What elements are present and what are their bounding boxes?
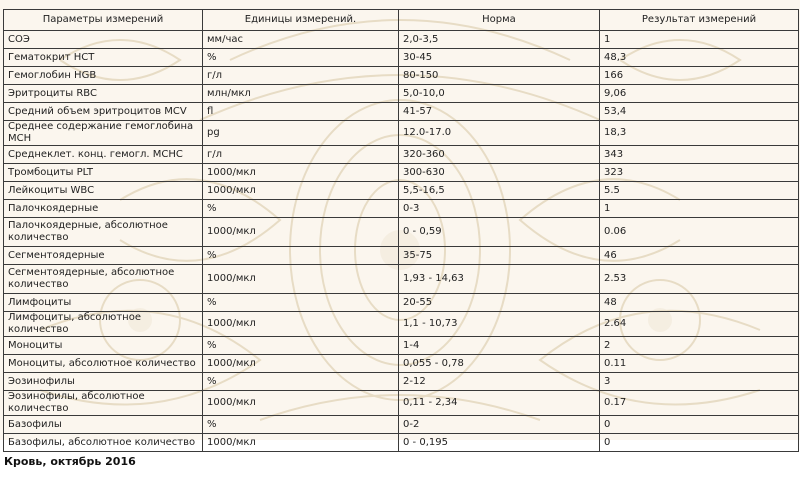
row-unit: pg: [203, 121, 399, 146]
row-parameter: Лимфоциты: [4, 294, 203, 312]
table-row: [4, 103, 799, 121]
row-parameter: Моноциты: [4, 337, 203, 355]
table-row: [4, 247, 799, 265]
row-result: 2.53: [600, 265, 799, 294]
row-unit: %: [203, 373, 399, 391]
row-unit: 1000/мкл: [203, 182, 399, 200]
row-norm: 1,1 - 10,73: [399, 312, 600, 337]
row-result: 0: [600, 416, 799, 434]
table-row: [4, 391, 799, 416]
row-unit: 1000/мкл: [203, 312, 399, 337]
row-result: 0.11: [600, 355, 799, 373]
row-parameter: Гематокрит HCT: [4, 49, 203, 67]
table-row: [4, 164, 799, 182]
row-unit: 1000/мкл: [203, 355, 399, 373]
row-unit: 1000/мкл: [203, 265, 399, 294]
row-norm: 0,055 - 0,78: [399, 355, 600, 373]
row-norm: 30-45: [399, 49, 600, 67]
row-parameter: Базофилы: [4, 416, 203, 434]
row-parameter: Лейкоциты WBC: [4, 182, 203, 200]
table-row: [4, 416, 799, 434]
row-parameter: Эритроциты RBC: [4, 85, 203, 103]
row-result: 0: [600, 434, 799, 452]
row-unit: 1000/мкл: [203, 164, 399, 182]
row-norm: 0,11 - 2,34: [399, 391, 600, 416]
row-result: 0.17: [600, 391, 799, 416]
table-row: [4, 31, 799, 49]
row-parameter: Базофилы, абсолютное количество: [4, 434, 203, 452]
table-row: [4, 312, 799, 337]
column-header-norm: Норма: [399, 10, 600, 31]
row-norm: 320-360: [399, 146, 600, 164]
row-unit: 1000/мкл: [203, 218, 399, 247]
blood-test-table: [3, 9, 799, 452]
table-header-row: [4, 10, 799, 31]
row-norm: 1,93 - 14,63: [399, 265, 600, 294]
row-norm: 2-12: [399, 373, 600, 391]
document-caption: Кровь, октябрь 2016: [4, 455, 136, 468]
row-parameter: Среднее содержание гемоглобина MCH: [4, 121, 203, 146]
row-result: 9,06: [600, 85, 799, 103]
row-unit: г/л: [203, 146, 399, 164]
table-row: [4, 218, 799, 247]
table-row: [4, 85, 799, 103]
row-parameter: СОЭ: [4, 31, 203, 49]
table-row: [4, 182, 799, 200]
table-row: [4, 121, 799, 146]
row-norm: 20-55: [399, 294, 600, 312]
row-result: 3: [600, 373, 799, 391]
row-unit: %: [203, 49, 399, 67]
row-parameter: Сегментоядерные, абсолютное количество: [4, 265, 203, 294]
row-parameter: Средний объем эритроцитов MCV: [4, 103, 203, 121]
row-result: 0.06: [600, 218, 799, 247]
row-result: 166: [600, 67, 799, 85]
table-row: [4, 49, 799, 67]
row-unit: млн/мкл: [203, 85, 399, 103]
row-parameter: Сегментоядерные: [4, 247, 203, 265]
row-norm: 80-150: [399, 67, 600, 85]
row-parameter: Тромбоциты PLT: [4, 164, 203, 182]
row-result: 5.5: [600, 182, 799, 200]
row-parameter: Гемоглобин HGB: [4, 67, 203, 85]
table-row: [4, 434, 799, 452]
row-parameter: Палочкоядерные, абсолютное количество: [4, 218, 203, 247]
row-norm: 0-2: [399, 416, 600, 434]
row-parameter: Эозинофилы, абсолютное количество: [4, 391, 203, 416]
table-row: [4, 294, 799, 312]
row-unit: мм/час: [203, 31, 399, 49]
row-norm: 300-630: [399, 164, 600, 182]
row-result: 2.64: [600, 312, 799, 337]
row-unit: %: [203, 416, 399, 434]
row-norm: 35-75: [399, 247, 600, 265]
row-result: 46: [600, 247, 799, 265]
table-row: [4, 200, 799, 218]
table-row: [4, 373, 799, 391]
row-parameter: Эозинофилы: [4, 373, 203, 391]
table-row: [4, 355, 799, 373]
row-norm: 0 - 0,195: [399, 434, 600, 452]
row-norm: 0-3: [399, 200, 600, 218]
row-unit: %: [203, 200, 399, 218]
row-result: 53,4: [600, 103, 799, 121]
row-norm: 41-57: [399, 103, 600, 121]
row-result: 48,3: [600, 49, 799, 67]
row-unit: %: [203, 247, 399, 265]
row-norm: 1-4: [399, 337, 600, 355]
row-result: 48: [600, 294, 799, 312]
table-row: [4, 146, 799, 164]
row-norm: 5,5-16,5: [399, 182, 600, 200]
row-norm: 2,0-3,5: [399, 31, 600, 49]
row-parameter: Моноциты, абсолютное количество: [4, 355, 203, 373]
row-unit: %: [203, 294, 399, 312]
column-header-parameter: Параметры измерений: [4, 10, 203, 31]
table-row: [4, 67, 799, 85]
table-row: [4, 265, 799, 294]
row-result: 343: [600, 146, 799, 164]
row-parameter: Палочкоядерные: [4, 200, 203, 218]
row-result: 2: [600, 337, 799, 355]
row-norm: 5,0-10,0: [399, 85, 600, 103]
column-header-result: Результат измерений: [600, 10, 799, 31]
row-unit: 1000/мкл: [203, 434, 399, 452]
column-header-unit: Единицы измерений.: [203, 10, 399, 31]
row-norm: 12.0-17.0: [399, 121, 600, 146]
row-result: 1: [600, 31, 799, 49]
row-parameter: Среднеклет. конц. гемогл. MCHC: [4, 146, 203, 164]
table-row: [4, 337, 799, 355]
row-result: 323: [600, 164, 799, 182]
row-unit: г/л: [203, 67, 399, 85]
row-unit: fl: [203, 103, 399, 121]
row-unit: 1000/мкл: [203, 391, 399, 416]
row-result: 1: [600, 200, 799, 218]
row-parameter: Лимфоциты, абсолютное количество: [4, 312, 203, 337]
row-norm: 0 - 0,59: [399, 218, 600, 247]
row-unit: %: [203, 337, 399, 355]
row-result: 18,3: [600, 121, 799, 146]
